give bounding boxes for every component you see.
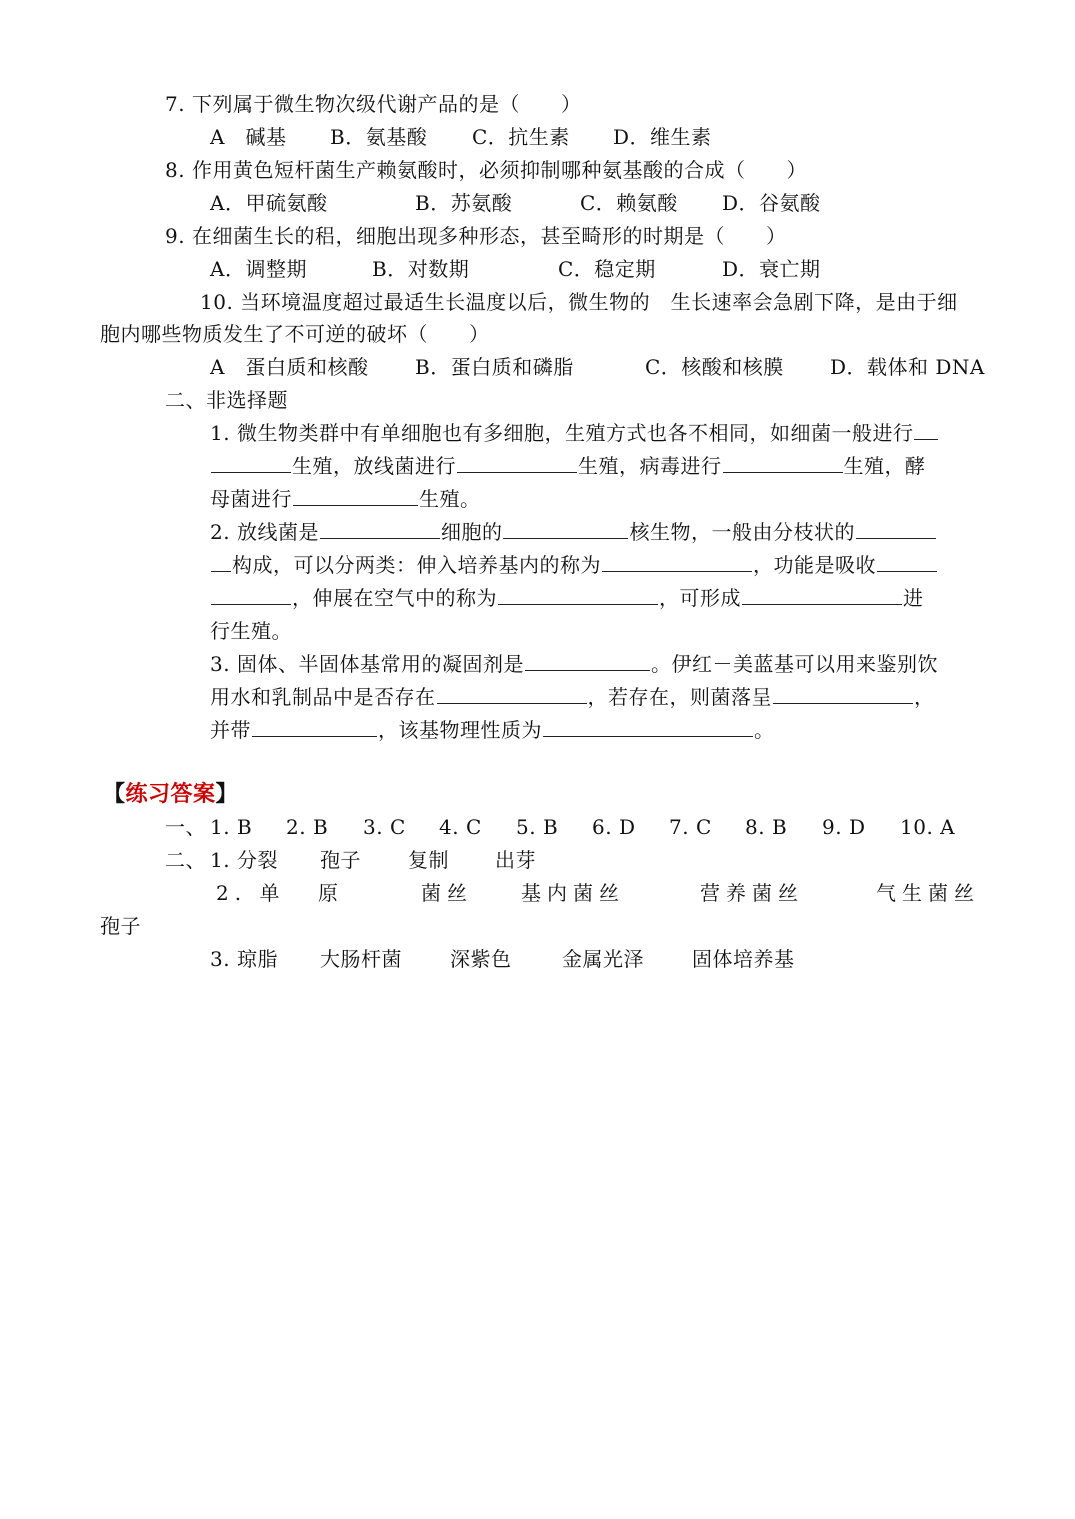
row-prefix: 二、 [165, 848, 206, 872]
answer-item: 2. 单 [216, 881, 286, 905]
option-b: B．对数期 [372, 257, 470, 281]
answer-item: 3. C [363, 815, 406, 839]
answer-item: 9. D [822, 815, 866, 839]
answer-item: 深紫色 [450, 947, 512, 971]
option-c: C．核酸和核膜 [645, 355, 784, 379]
fill-text: ，伸展在空气中的称为 [292, 586, 497, 610]
fill-text: 并带 [210, 718, 251, 742]
fill-text: 生殖，病毒进行 [578, 454, 722, 478]
option-c: C．抗生素 [472, 125, 570, 149]
option-d: D．载体和 DNA [830, 355, 985, 379]
option-b: B．蛋白质和磷脂 [415, 355, 574, 379]
bracket-open: 【 [103, 781, 126, 807]
fill-q2-line3 [210, 584, 924, 612]
answer-blank[interactable] [252, 716, 377, 737]
answer-item: 固体培养基 [692, 947, 795, 971]
answer-blank[interactable] [498, 584, 658, 605]
answer-blank[interactable] [437, 683, 587, 704]
answer-item: 金属光泽 [562, 947, 644, 971]
fill-q2-line1 [210, 518, 937, 546]
fill-text: 生殖。 [419, 487, 481, 511]
answer-item: 7. C [669, 815, 712, 839]
fill-text: 母菌进行 [210, 487, 292, 511]
fill-text: 细胞的 [440, 520, 503, 544]
fill-q1-line3 [210, 485, 481, 513]
question-10-stem-line1: 10. 当环境温度超过最适生长温度以后，微生物的 生长速率会急剧下降，是由于细 [200, 290, 958, 314]
answer-blank[interactable] [602, 551, 752, 572]
fill-q2-line2 [210, 551, 938, 579]
answer-blank[interactable] [457, 452, 577, 473]
answers-title-text: 练习答案 [125, 781, 216, 807]
answer-item: 大肠杆菌 [320, 947, 402, 971]
answer-item: 孢子 [320, 848, 361, 872]
answer-blank[interactable] [723, 452, 843, 473]
answer-item: 4. C [439, 815, 482, 839]
bracket-close: 】 [215, 781, 239, 807]
fill-text: 生殖，酵 [843, 454, 926, 478]
answer-item: 10. A [900, 815, 956, 839]
fill-text: 3. 固体、半固体基常用的凝固剂是 [210, 652, 524, 676]
answer-blank[interactable] [525, 650, 650, 671]
answer-blank[interactable] [211, 452, 291, 473]
answer-blank[interactable] [877, 551, 937, 572]
option-b: B．苏氨酸 [415, 191, 513, 215]
section-2-title: 二、非选择题 [165, 388, 288, 412]
answers-title [103, 780, 238, 808]
answer-blank[interactable] [742, 584, 902, 605]
fill-q3-line3 [210, 716, 775, 744]
fill-q1-line2 [210, 452, 926, 480]
fill-text: 。 [754, 718, 775, 742]
answer-blank[interactable] [293, 485, 418, 506]
option-c: C．稳定期 [558, 257, 656, 281]
answer-blank[interactable] [503, 518, 628, 539]
fill-text: 核生物，一般由分枝状的 [629, 520, 855, 544]
question-10-stem-line2: 胞内哪些物质发生了不可逆的破坏（ ） [100, 322, 490, 346]
answer-item: 1. B [210, 815, 253, 839]
answer-blank[interactable] [320, 518, 440, 539]
answer-blank[interactable] [856, 518, 936, 539]
question-8-stem: 8. 作用黄色短杆菌生产赖氨酸时，必须抑制哪种氨基酸的合成（ ） [165, 158, 807, 182]
row-prefix: 一、 [165, 815, 206, 839]
fill-text: 1. 微生物类群中有单细胞也有多细胞，生殖方式也各不相同，如细菌一般进行 [210, 421, 914, 445]
question-9-stem: 9. 在细菌生长的稆，细胞出现多种形态，甚至畸形的时期是（ ） [165, 224, 787, 248]
fill-text: ，可形成 [659, 586, 741, 610]
option-d: D．衰亡期 [722, 257, 821, 281]
answers-row-3-wrap: 孢子 [100, 914, 141, 938]
option-a: A．甲硫氨酸 [210, 191, 328, 215]
answer-item: 出芽 [495, 848, 536, 872]
option-b: B．氨基酸 [330, 125, 428, 149]
fill-q3-line2 [210, 683, 935, 711]
fill-text: ，该基物理性质为 [378, 718, 542, 742]
fill-text: 2. 放线菌是 [210, 520, 319, 544]
answer-item: 1. 分裂 [210, 848, 278, 872]
answer-blank[interactable] [773, 683, 913, 704]
fill-q2-line4: 行生殖。 [210, 619, 292, 643]
answer-item: 营养菌丝 [700, 881, 804, 905]
answer-blank[interactable] [211, 584, 291, 605]
fill-text: ， [914, 685, 935, 709]
fill-q3-line1 [210, 650, 938, 678]
option-d: D．谷氨酸 [722, 191, 821, 215]
answer-blank[interactable] [211, 551, 231, 572]
fill-text: ，若存在，则菌落呈 [587, 685, 772, 709]
fill-text: 。伊红－美蓝基可以用来鉴别饮 [650, 652, 938, 676]
answer-item: 原 [318, 881, 344, 905]
answer-item: 2. B [286, 815, 329, 839]
answer-item: 复制 [408, 848, 449, 872]
fill-text: 生殖，放线菌进行 [292, 454, 456, 478]
answer-blank[interactable] [543, 716, 753, 737]
option-d: D．维生素 [613, 125, 712, 149]
fill-text: 进 [903, 586, 924, 610]
option-a: A 蛋白质和核酸 [210, 355, 369, 379]
fill-text: ，功能是吸收 [753, 553, 876, 577]
question-7-stem: 7. 下列属于微生物次级代谢产品的是（ ） [165, 92, 582, 116]
answer-item: 基内菌丝 [521, 881, 625, 905]
option-a: A 碱基 [210, 125, 287, 149]
answer-item: 8. B [745, 815, 788, 839]
fill-text: 用水和乳制品中是否存在 [210, 685, 436, 709]
answer-item: 3. 琼脂 [210, 947, 278, 971]
answer-item: 菌丝 [421, 881, 473, 905]
answer-item: 5. B [516, 815, 559, 839]
answer-item: 气生菌丝 [876, 881, 980, 905]
option-c: C．赖氨酸 [580, 191, 678, 215]
fill-q1-line1 [210, 419, 939, 447]
option-a: A．调整期 [210, 257, 307, 281]
answer-blank[interactable] [914, 419, 938, 440]
fill-text: 构成，可以分两类：伸入培养基内的称为 [232, 553, 601, 577]
answer-item: 6. D [592, 815, 636, 839]
